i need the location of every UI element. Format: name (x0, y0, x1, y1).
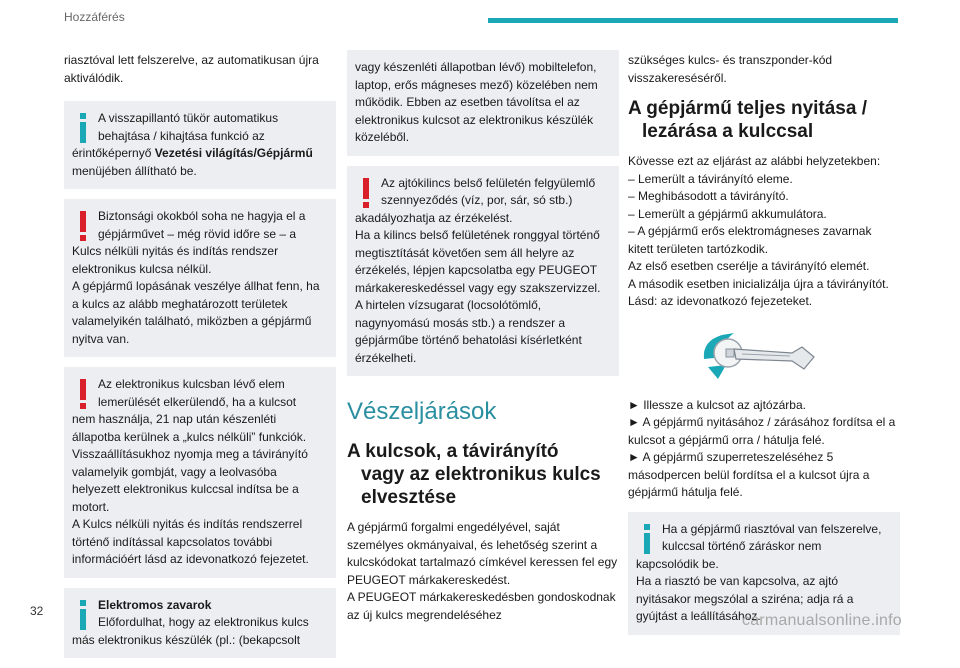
column-3 (628, 50, 900, 645)
header-section-title: Hozzáférés (64, 10, 125, 24)
paragraph: Kövesse ezt az eljárást az alábbi helyzetekben: (628, 154, 881, 168)
info-box-electrical-continued (347, 50, 619, 156)
key-in-lock-illustration (682, 319, 832, 389)
box-text: érintőképernyő (72, 146, 155, 160)
warning-box-battery (64, 367, 336, 578)
box-text: akadályozhatja az érzékelést. (355, 210, 513, 225)
box-line: Ha a gépjármű riasztóval van felszerelve, (662, 521, 882, 536)
rotation-arrowhead-icon (708, 365, 726, 379)
subsection-heading (347, 440, 619, 509)
box-line: Az elektronikus kulcsban lévő elem (98, 377, 285, 391)
box-text: nem használja, 21 nap után készenléti állapotba kerülnek a „kulcs nélküli” funkciók. Visszaállításukhoz nyomja meg a távirányító valamelyik gombját, vagy a leolvasóba helyezett elektronikus kulccsal indítsa be a motort. (72, 412, 308, 514)
info-icon (74, 600, 92, 630)
box-line: szennyeződés (víz, por, sár, só stb.) (381, 193, 573, 207)
box-text: vagy készenléti állapotban lévő) mobiltelefon, laptop, erős mágneses mező) közelében nem működik. Ebben az esetben távolítsa el az elektronikus kulcsot az elektronikus készülék közeléből. (355, 60, 598, 144)
warning-icon (357, 178, 375, 208)
column-2 (347, 50, 619, 624)
paragraph: A második esetben inicializálja újra a távirányítót. Lásd: az idevonatkozó fejezeteket. (628, 276, 889, 308)
box-text: kapcsolódik be. (636, 556, 719, 571)
info-icon (638, 524, 656, 554)
paragraph: A gépjármű forgalmi engedélyével, saját személyes okmányaival, és lehetőség szerint a kulcskódokat tartalmazó címkével keressen fel egy PEUGEOT márkakereskedést. (347, 520, 618, 587)
box-line: lemerülését elkerülendő, ha a kulcsot (98, 394, 297, 409)
box-text: Ha a kilincs belső felületének ronggyal történő megtisztítását követően sem áll helyre az érzékelés, lépjen kapcsolatba egy PEUGEOT márkakereskedéssel vagy egy szakszervizzel. (355, 228, 601, 295)
list-item: – Meghibásodott a távirányító. (628, 189, 789, 203)
key-blade-icon (734, 347, 814, 369)
header-accent-bar (488, 18, 898, 23)
box-text: menüjében állítható be. (72, 163, 197, 178)
info-icon (74, 113, 92, 143)
paragraph: Az első esetben cserélje a távirányító elemét. (628, 259, 870, 273)
paragraph-intro: riasztóval lett felszerelve, az automatikusan újra aktiválódik. (64, 53, 319, 85)
box-text: Kulcs nélküli nyitás és indítás rendszer elektronikus kulcsa nélkül. (72, 244, 279, 276)
heading-line: vagy az elektronikus kulcs elvesztése (361, 464, 601, 508)
warning-box-security (64, 199, 336, 357)
box-line: gépjárművet – még rövid időre se – a (98, 226, 297, 241)
box-text: A Kulcs nélküli nyitás és indítás rendszerrel történő indítással kapcsolatos további információért lásd az idevonatkozó fejezetet. (72, 517, 309, 566)
step-item: ► A gépjármű szuperreteszeléséhez 5 másodpercen belül fordítsa el a kulcsot újra a gépjármű hátulja felé. (628, 450, 870, 499)
warning-icon (74, 379, 92, 409)
list-item: – A gépjármű erős elektromágneses zavarnak kitett területen tartózkodik. (628, 224, 872, 256)
box-text: Ha a riasztó be van kapcsolva, az ajtó nyitásakor megszólal a sziréna; adja rá a gyújtást a leállításához. (636, 574, 854, 623)
step-item: ► Illessze a kulcsot az ajtózárba. (628, 397, 806, 412)
box-text: A gépjármű lopásának veszélye állhat fenn, ha a kulcs az alább meghatározott területek valamelyikén található, miközben a gépjármű nyitva van. (72, 279, 320, 346)
box-line: Biztonsági okokból soha ne hagyja el a (98, 209, 306, 223)
box-line: behajtása / kihajtása funkció az (98, 128, 265, 143)
warning-box-door-handle (347, 166, 619, 377)
column-1 (64, 50, 336, 668)
section-heading: Vészeljárások (347, 398, 497, 425)
paragraph: A PEUGEOT márkakereskedésben gondoskodnak az új kulcs megrendeléséhez (347, 590, 616, 622)
box-line: Előfordulhat, hogy az elektronikus kulcs (98, 615, 309, 629)
box-text: más elektronikus készülék (pl.: (bekapcsolt (72, 632, 301, 647)
list-item: – Lemerült a gépjármű akkumulátora. (628, 206, 827, 221)
heading-line: A gépjármű teljes nyitása / (628, 98, 867, 119)
box-line: Az ajtókilincs belső felületén felgyülemlő (381, 175, 596, 190)
list-item: – Lemerült a távirányító eleme. (628, 171, 793, 186)
box-line: kulccsal történő záráskor nem (662, 539, 822, 553)
watermark-text: carmanualsonline.info (742, 612, 902, 629)
heading-line: A kulcsok, a távirányító (347, 441, 559, 462)
lock-slot-icon (726, 349, 734, 357)
warning-icon (74, 211, 92, 241)
step-item: ► A gépjármű nyitásához / zárásához fordítsa el a kulcsot a gépjármű orra / hátulja felé. (628, 415, 896, 447)
info-box-electrical (64, 588, 336, 659)
box-line: A visszapillantó tükör automatikus (98, 111, 279, 125)
subsection-heading (628, 97, 900, 143)
box-title: Elektromos zavarok (98, 597, 212, 612)
heading-line: lezárása a kulccsal (642, 121, 814, 142)
box-bold-text: Vezetési világítás/Gépjármű (154, 146, 313, 160)
info-box-mirror (64, 101, 336, 189)
box-text: A hirtelen vízsugarat (locsolótömlő, nagynyomású mosás stb.) a rendszer a gépjárműbe történő behatolási kísérletként érzékelheti. (355, 298, 582, 365)
paragraph-continued: szükséges kulcs- és transzponder-kód visszakereséséről. (628, 53, 833, 85)
page-number: 32 (30, 604, 44, 618)
